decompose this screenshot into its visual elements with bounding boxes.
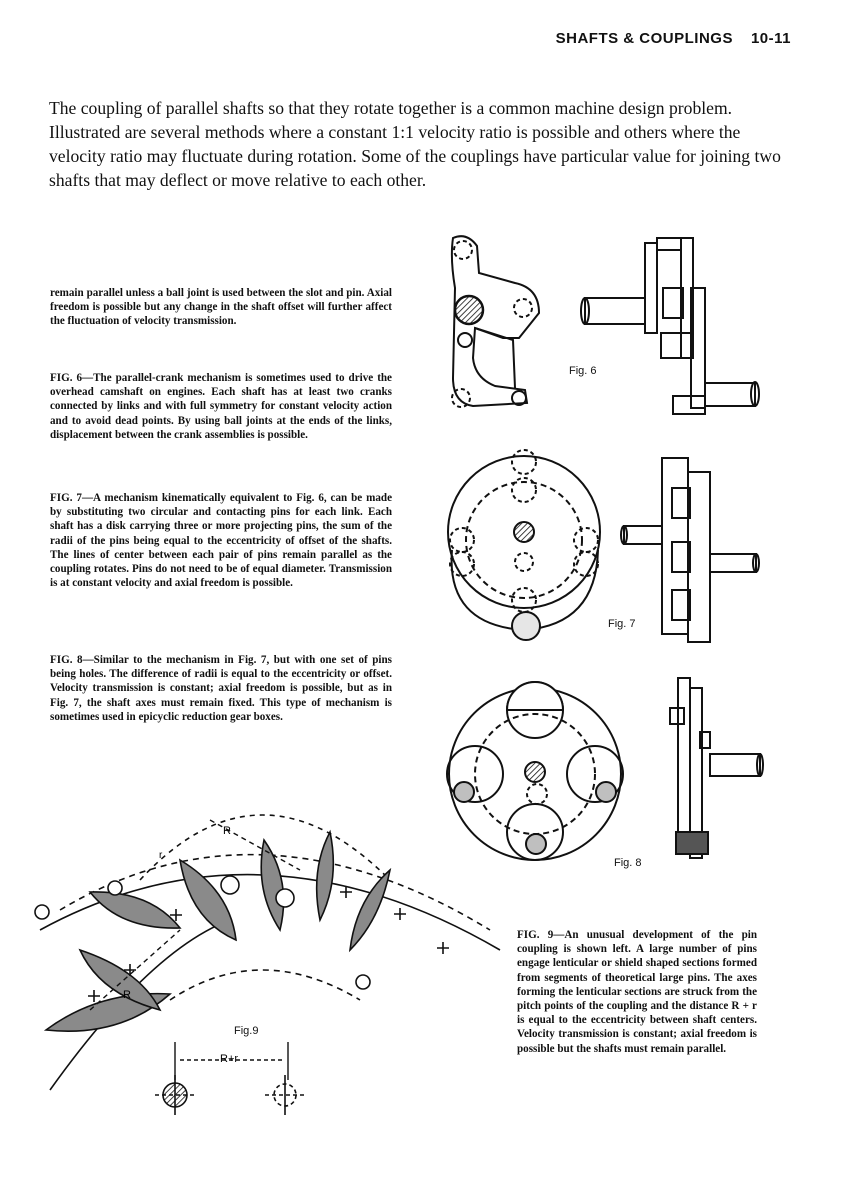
fig6-label: Fig. 6 — [569, 365, 597, 377]
fig9-shaft-centers — [155, 1075, 305, 1115]
fig9-label-R-lower: R — [123, 989, 131, 1001]
fig6-shaft-assembly — [581, 238, 759, 414]
continued-paragraph: remain parallel unless a ball joint is used between the slot and pin. Axial freedom is possible but any change in the shaft offset will further affect the fluctuation of velocity transmission. — [50, 287, 392, 328]
fig7-drawing — [446, 440, 766, 650]
fig7-disk — [448, 450, 600, 640]
fig6-caption: FIG. 6—The parallel-crank mechanism is sometimes used to drive the overhead camshaft on engines. Each shaft has at least two cranks connected by links and with full symmetry for constant velocity action and to avoid dead points. By using ball joints at the ends of the links, displacement between the crank assemblies is possible. — [50, 372, 392, 441]
page-header — [556, 30, 791, 47]
fig7-label: Fig. 7 — [608, 618, 636, 630]
fig7-shaft-assembly — [621, 458, 759, 642]
fig9-label-r-small: r — [159, 850, 163, 861]
fig9-caption: FIG. 9—An unusual development of the pin coupling is shown left. A large number of pins engage lenticular or shield shaped sections formed from segments of theoretical large pins. The axes forming the lenticular sections are struck from the pitch points of the coupling and the distance R + r is equal to the eccentricity between shaft centers. Velocity transmission is constant; axial freedom is possible but the shafts must remain parallel. — [517, 929, 757, 1055]
page-number: 10-11 — [750, 30, 791, 47]
fig8-label: Fig. 8 — [614, 857, 642, 869]
fig9-dimension-label: R+r — [220, 1053, 239, 1065]
fig7-caption: FIG. 7—A mechanism kinematically equivalent to Fig. 6, can be made by substituting two circular and contacting pins for each link. Each shaft has a disk carrying three or more projecting pins, the sum of the radii of the pins being equal to the eccentricity of offset of the shafts. The lines of center between each pair of pins remain parallel as the coupling rotates. Pins do not need to be of equal diameter. Transmission is at constant velocity and axial freedom is possible. — [50, 492, 392, 590]
section-title: SHAFTS & COUPLINGS — [555, 30, 733, 47]
fig9-label: Fig.9 — [234, 1025, 259, 1037]
fig9-lenticular-sections — [46, 832, 390, 1031]
fig8-caption: FIG. 8—Similar to the mechanism in Fig. 7, but with one set of pins being holes. The difference of radii is equal to the eccentricity or offset. Velocity transmission is constant; axial freedom is possible, but as in Fig. 7, the shaft axes must remain fixed. This type of mechanism is sometimes used in epicyclic reduction gear boxes. — [50, 654, 392, 723]
fig8-shaft-assembly — [670, 678, 763, 858]
fig9-label-R-upper: R — [223, 825, 231, 837]
intro-paragraph: The coupling of parallel shafts so that they rotate together is a common machine design problem. Illustrated are several methods where a constant 1:1 velocity ratio is possible and others where the velocity ratio may fluctuate during rotation. Some of the couplings have particular value for joining two shafts that may deflect or move relative to each other. — [49, 98, 781, 190]
fig9-drawing — [30, 770, 510, 1130]
fig6-crank-left — [452, 236, 539, 407]
fig6-drawing — [435, 228, 765, 428]
